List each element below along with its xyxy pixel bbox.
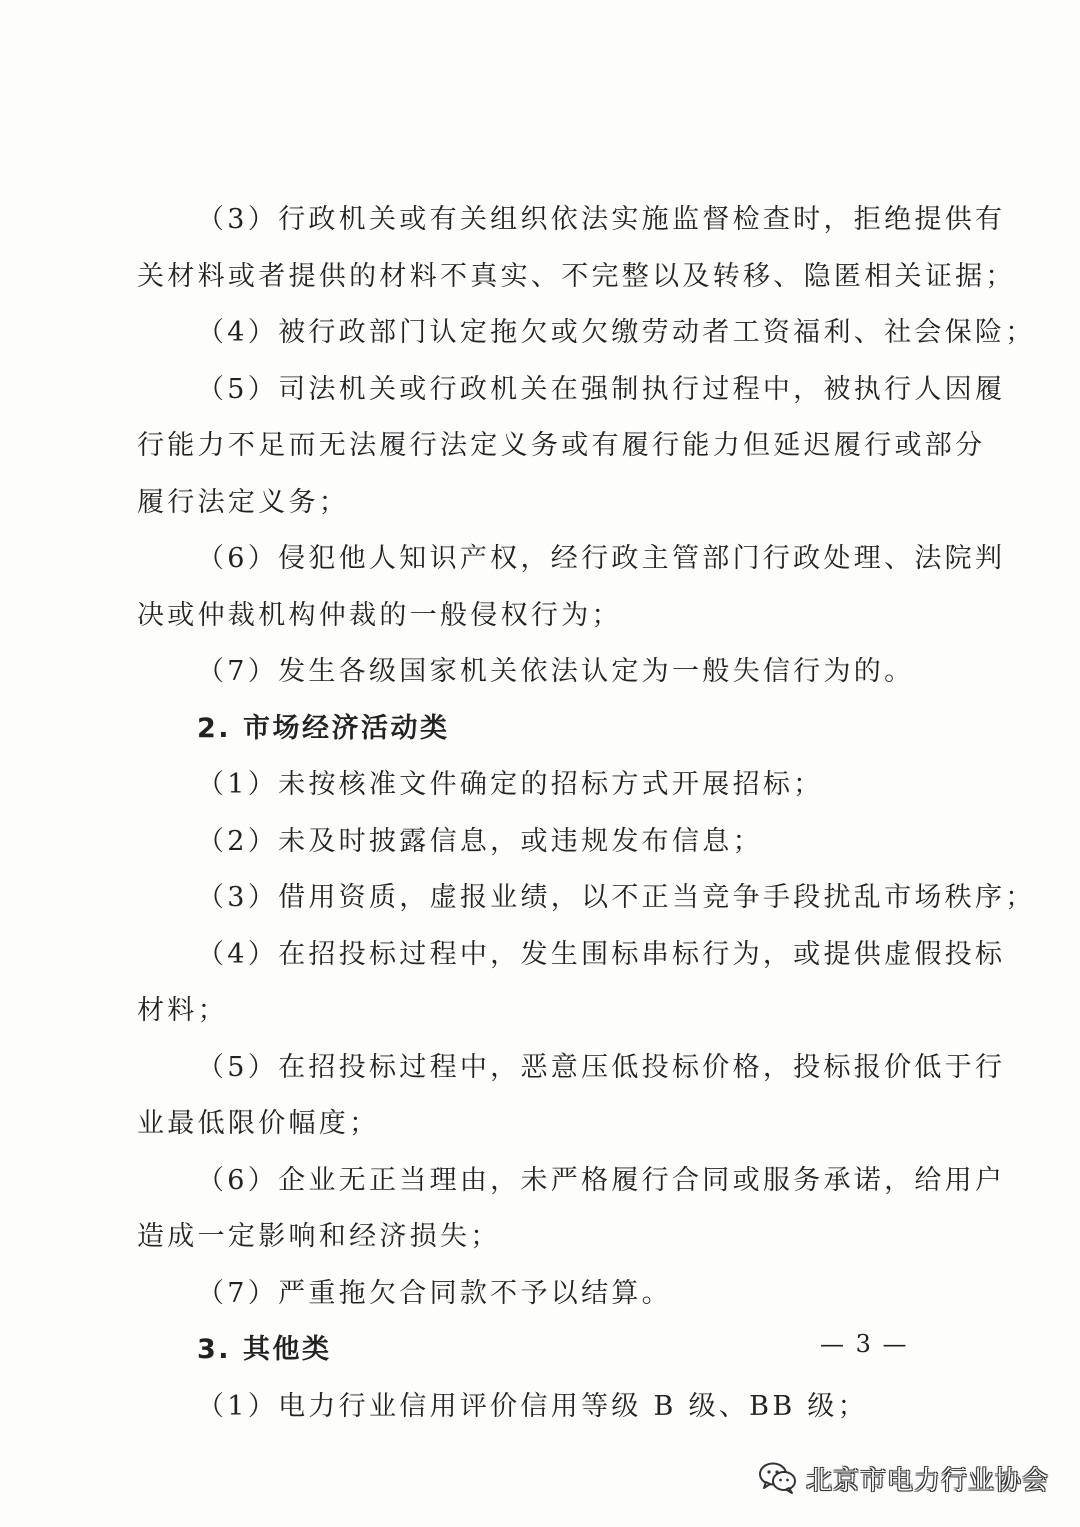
text-line: （6）侵犯他人知识产权，经行政主管部门行政处理、法院判 xyxy=(197,543,1006,574)
section-heading: 2. 市场经济活动类 xyxy=(197,712,450,744)
text-line: （4）被行政部门认定拖欠或欠缴劳动者工资福利、社会保险； xyxy=(197,317,1036,348)
text-line: （1）未按核准文件确定的招标方式开展招标； xyxy=(197,769,824,800)
section-heading: 3. 其他类 xyxy=(197,1334,332,1365)
text-line: 决或仲裁机构仲裁的一般侵权行为； xyxy=(137,599,622,631)
text-line: 行能力不足而无法履行法定义务或有履行能力但延迟履行或部分 xyxy=(137,430,986,461)
text-line: （4）在招投标过程中，发生围标串标行为，或提供虚假投标 xyxy=(197,938,1006,970)
wechat-icon xyxy=(758,1461,798,1495)
text-line: 造成一定影响和经济损失； xyxy=(137,1221,501,1252)
page-number: — 3 — xyxy=(820,1330,909,1358)
text-line: （5）司法机关或行政机关在强制执行过程中，被执行人因履 xyxy=(197,373,1006,405)
text-line: （7）发生各级国家机关依法认定为一般失信行为的。 xyxy=(197,656,915,687)
watermark xyxy=(758,1458,1049,1498)
text-line: （2）未及时披露信息，或违规发布信息； xyxy=(197,825,763,857)
text-line: 业最低限价幅度； xyxy=(137,1108,380,1139)
text-line: （3）行政机关或有关组织依法实施监督检查时，拒绝提供有 xyxy=(197,204,1006,235)
text-line: （7）严重拖欠合同款不予以结算。 xyxy=(197,1277,672,1309)
watermark-text: 北京市电力行业协会 xyxy=(806,1465,1050,1496)
text-line: 履行法定义务； xyxy=(137,486,350,518)
text-line: 关材料或者提供的材料不真实、不完整以及转移、隐匿相关证据； xyxy=(137,260,1016,292)
text-line: （5）在招投标过程中，恶意压低投标价格，投标报价低于行 xyxy=(197,1051,1006,1083)
text-line: （1）电力行业信用评价信用等级 B 级、BB 级； xyxy=(197,1390,868,1422)
document-body xyxy=(137,193,1036,1436)
text-line: 材料； xyxy=(137,995,228,1026)
text-line: （3）借用资质，虚报业绩，以不正当竞争手段扰乱市场秩序； xyxy=(197,882,1036,913)
text-line: （6）企业无正当理由，未严格履行合同或服务承诺，给用户 xyxy=(197,1164,1006,1196)
